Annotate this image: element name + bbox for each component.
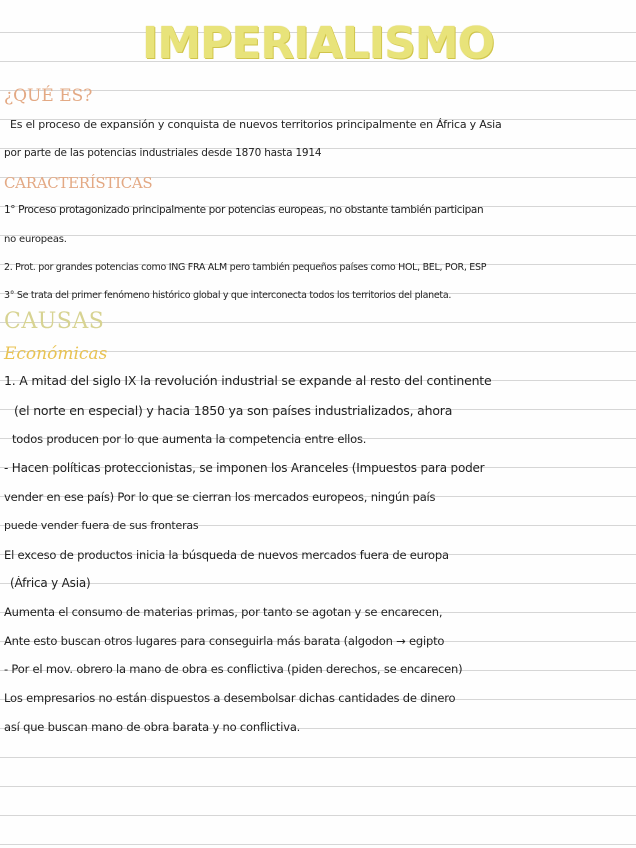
text-line: Es el proceso de expansión y conquista de nuevos territorios principalmente en África y Asia (10, 118, 502, 131)
text-line: puede vender fuera de sus fronteras (4, 519, 199, 532)
subheading-economicas: Económicas (4, 344, 108, 364)
text-line: (el norte en especial) y hacia 1850 ya son países industrializados, ahora (14, 403, 453, 418)
heading-que-es: ¿QUÉ ES? (4, 86, 93, 106)
text-line: (África y Asia) (10, 576, 91, 590)
text-line: El exceso de productos inicia la búsqueda de nuevos mercados fuera de europa (4, 548, 449, 562)
text-line: por parte de las potencias industriales desde 1870 hasta 1914 (4, 147, 322, 159)
text-line: - Hacen políticas proteccionistas, se imponen los Aranceles (Impuestos para poder (4, 461, 485, 475)
heading-caracteristicas: CARACTERÍSTICAS (4, 174, 153, 192)
text-line: no europeas. (4, 234, 67, 245)
text-line: 2. Prot. por grandes potencias como ING FRA ALM pero también pequeños países como HOL, BEL, POR, ESP (4, 262, 487, 273)
text-line: 1. A mitad del siglo IX la revolución industrial se expande al resto del continente (4, 373, 492, 388)
text-line: Ante esto buscan otros lugares para conseguirla más barata (algodon → egipto (4, 634, 445, 648)
text-line: 1° Proceso protagonizado principalmente por potencias europeas, no obstante también participan (4, 204, 484, 216)
text-line: - Por el mov. obrero la mano de obra es conflictiva (piden derechos, se encarecen) (4, 662, 463, 676)
text-line: todos producen por lo que aumenta la competencia entre ellos. (12, 432, 367, 446)
text-line: Los empresarios no están dispuestos a desembolsar dichas cantidades de dinero (4, 691, 456, 705)
text-line: Aumenta el consumo de materias primas, por tanto se agotan y se encarecen, (4, 605, 443, 619)
text-line: vender en ese país) Por lo que se cierran los mercados europeos, ningún país (4, 490, 436, 504)
text-line: 3° Se trata del primer fenómeno histórico global y que interconecta todos los territorios del planeta. (4, 290, 452, 301)
page-title: IMPERIALISMO (141, 18, 495, 69)
text-line: así que buscan mano de obra barata y no conflictiva. (4, 720, 301, 734)
heading-causas: CAUSAS (4, 309, 105, 334)
